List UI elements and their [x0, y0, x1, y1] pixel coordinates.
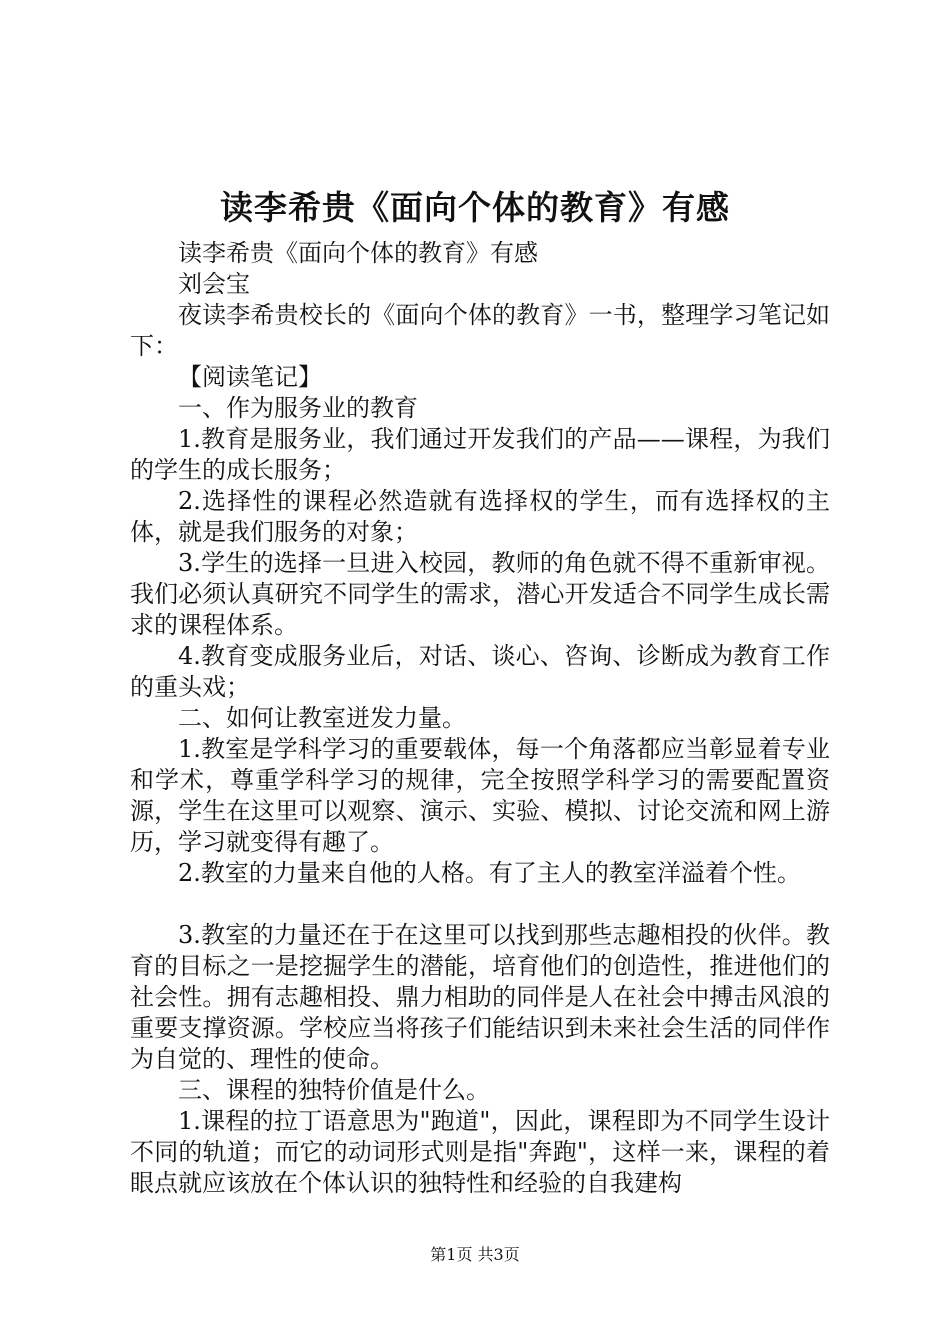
- document-body: [130, 238, 830, 1199]
- paragraph-author: 刘会宝: [178, 270, 250, 298]
- paragraph-2-2: 2.教室的力量来自他的人格。有了主人的教室洋溢着个性。: [178, 859, 801, 887]
- section-heading-2: 二、如何让教室迸发力量。: [178, 704, 466, 732]
- paragraph-notes-heading: 【阅读笔记】: [178, 363, 322, 391]
- paragraph-3-1: 1.课程的拉丁语意思为"跑道"，因此，课程即为不同学生设计不同的轨道；而它的动词形式则是指"奔跑"，这样一来，课程的着眼点就应该放在个体认识的独特性和经验的自我建构: [130, 1107, 830, 1197]
- paragraph-1-1: 1.教育是服务业，我们通过开发我们的产品——课程，为我们的学生的成长服务；: [130, 425, 830, 484]
- paragraph-1-3: 3.学生的选择一旦进入校园，教师的角色就不得不重新审视。我们必须认真研究不同学生的需求，潜心开发适合不同学生成长需求的课程体系。: [130, 549, 830, 639]
- page-footer: [0, 1244, 950, 1266]
- document-title: 读李希贵《面向个体的教育》有感: [220, 188, 730, 227]
- paragraph-2-1: 1.教室是学科学习的重要载体，每一个角落都应当彰显着专业和学术，尊重学科学习的规律，完全按照学科学习的需要配置资源，学生在这里可以观察、演示、实验、模拟、讨论交流和网上游历，学习就变得有趣了。: [130, 735, 830, 856]
- paragraph-2-3: 3.教室的力量还在于在这里可以找到那些志趣相投的伙伴。教育的目标之一是挖掘学生的潜能，培育他们的创造性，推进他们的社会性。拥有志趣相投、鼎力相助的同伴是人在社会中搏击风浪的重要支撑资源。学校应当将孩子们能结识到未来社会生活的同伴作为自觉的、理性的使命。: [130, 921, 830, 1073]
- page-indicator: 第1页 共3页: [430, 1245, 520, 1264]
- section-heading-1: 一、作为服务业的教育: [178, 394, 418, 422]
- paragraph-1-2: 2.选择性的课程必然造就有选择权的学生，而有选择权的主体，就是我们服务的对象；: [130, 487, 830, 546]
- paragraph-subtitle: 读李希贵《面向个体的教育》有感: [178, 239, 538, 267]
- section-heading-3: 三、课程的独特价值是什么。: [178, 1076, 490, 1104]
- paragraph-1-4: 4.教育变成服务业后，对话、谈心、咨询、诊断成为教育工作的重头戏；: [130, 642, 830, 701]
- paragraph-intro: 夜读李希贵校长的《面向个体的教育》一书，整理学习笔记如下：: [130, 301, 830, 360]
